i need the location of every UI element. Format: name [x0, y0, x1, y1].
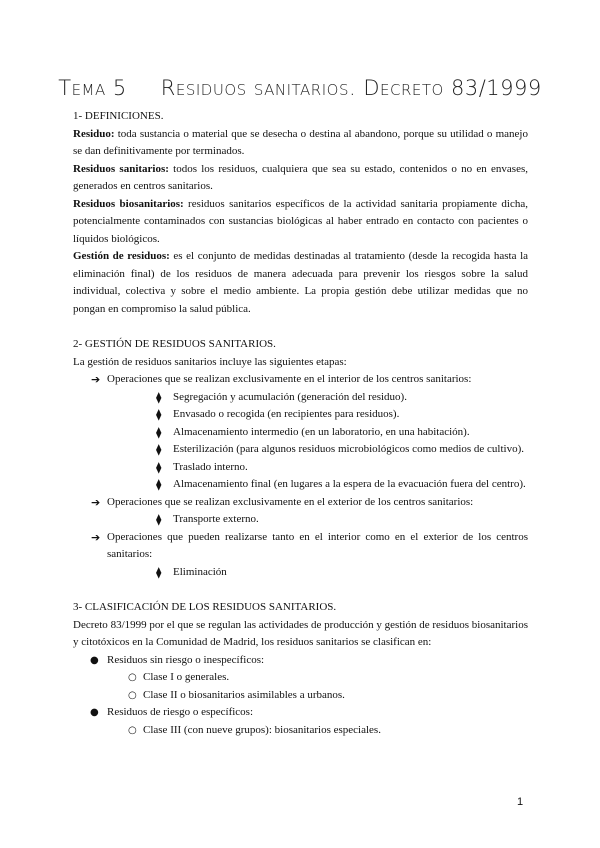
definition — [73, 196, 528, 249]
list-item: ➔ Operaciones que se realizan exclusivamente en el exterior de los centros sanitarios: — [73, 494, 528, 512]
section-heading: 1- DEFINICIONES. — [73, 110, 164, 122]
page-title — [0, 76, 600, 100]
definition-text: todos los residuos, cualquiera que sea su estado, contenidos o no en envases, generados en centros sanitarios. — [73, 162, 528, 192]
diamond-bullet-icon: ⧫ — [156, 425, 162, 439]
diamond-bullet-icon: ⧫ — [156, 513, 162, 526]
diamond-bullet-icon: ⧫ — [156, 443, 162, 456]
list-item: ⧫ Transporte externo. — [73, 511, 528, 529]
section-intro: La gestión de residuos sanitarios incluye las siguientes etapas: — [73, 355, 347, 368]
document-body — [73, 108, 528, 739]
diamond-bullet-icon: ⧫ — [156, 478, 162, 491]
bullet-icon: ● — [90, 654, 99, 666]
section-intro: Decreto 83/1999 por el que se regulan las actividades de producción y gestión de residuos biosanitarios y citotóxicos en la Comunidad de Madrid, los residuos sanitarios se clasifican en: — [73, 618, 528, 648]
list-item: ⧫ Almacenamiento intermedio (en un laboratorio, en una habitación). — [73, 424, 528, 442]
circle-bullet-icon: ○ — [128, 724, 137, 736]
arrow-right-icon: ➔ — [91, 530, 101, 544]
title-subject: Residuos sanitarios. Decreto 83/1999 — [160, 76, 542, 100]
title-topic: Tema 5 — [58, 76, 127, 100]
list-item: ○ Clase II o biosanitarios asimilables a urbanos. — [73, 687, 528, 705]
circle-bullet-icon: ○ — [128, 672, 137, 683]
definition-term: Residuos sanitarios: — [73, 162, 169, 175]
diamond-bullet-icon: ⧫ — [156, 460, 162, 474]
section-heading: 2- GESTIÓN DE RESIDUOS SANITARIOS. — [73, 338, 276, 350]
list-item: ● Residuos sin riesgo o inespecíficos: — [73, 652, 528, 670]
arrow-right-icon: ➔ — [91, 495, 101, 509]
list-item: ➔ Operaciones que se realizan exclusivamente en el interior de los centros sanitarios: — [73, 371, 528, 389]
definition-term: Residuo: — [73, 127, 115, 140]
list-item: ⧫ Eliminación — [73, 564, 528, 582]
definition-term: Gestión de residuos: — [73, 250, 170, 262]
definition — [73, 161, 528, 196]
definition-text: toda sustancia o material que se desecha o destina al abandono, porque su utilidad o manejo se dan definitivamente por terminados. — [73, 127, 528, 157]
definition — [73, 126, 528, 161]
list-item: ○ Clase I o generales. — [73, 669, 528, 687]
definition — [73, 248, 528, 318]
diamond-bullet-icon: ⧫ — [156, 565, 162, 579]
list-item: ⧫ Envasado o recogida (en recipientes para residuos). — [73, 406, 528, 424]
list-item: ⧫ Segregación y acumulación (generación del residuo). — [73, 389, 528, 407]
circle-bullet-icon: ○ — [128, 689, 137, 701]
page-number: 1 — [517, 796, 524, 808]
definition-term: Residuos biosanitarios: — [73, 197, 184, 210]
list-item: ● Residuos de riesgo o específicos: — [73, 704, 528, 722]
diamond-bullet-icon: ⧫ — [156, 408, 162, 421]
definition-text: es el conjunto de medidas destinadas al tratamiento (desde la recogida hasta la eliminación final) de los residuos de manera adecuada para prevenir los riesgos sobre la salud individual, colectiva y sobre el medio ambiente. La propia gestión debe utilizar medidas que no pongan en compromiso la salud pública. — [73, 250, 529, 315]
list-item: ➔ Operaciones que pueden realizarse tanto en el interior como en el exterior de los centros sanitarios: — [91, 530, 528, 560]
section-heading: 3- CLASIFICACIÓN DE LOS RESIDUOS SANITARIOS. — [73, 601, 337, 613]
list-item: ⧫ Traslado interno. — [73, 459, 528, 477]
arrow-right-icon: ➔ — [91, 373, 101, 386]
definition-text: residuos sanitarios específicos de la actividad sanitaria propiamente dicha, potencialmente contaminados con sustancias biológicas al haber entrado en contacto con pacientes o líquidos biológicos. — [73, 197, 528, 245]
list-item: ⧫ Esterilización (para algunos residuos microbiológicos como medios de cultivo). — [73, 441, 528, 459]
list-item: ○ Clase III (con nueve grupos): biosanitarios especiales. — [73, 722, 528, 740]
bullet-icon: ● — [90, 707, 99, 718]
diamond-bullet-icon: ⧫ — [156, 390, 162, 404]
list-item: ⧫ Almacenamiento final (en lugares a la espera de la evacuación fuera del centro). — [73, 476, 528, 494]
